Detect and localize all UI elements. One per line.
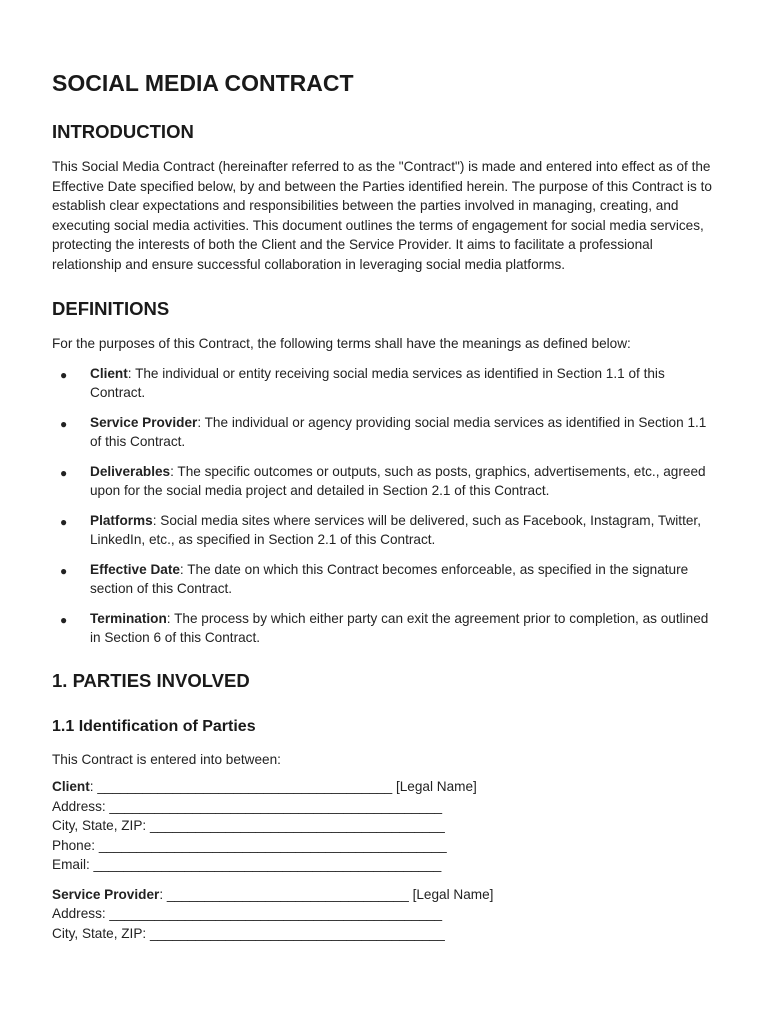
provider-name-line — [52, 885, 718, 905]
bullet-icon: ● — [60, 612, 68, 627]
client-label: Client — [52, 779, 90, 794]
section1-1-heading: 1.1 Identification of Parties — [52, 717, 256, 735]
bullet-icon: ● — [60, 367, 68, 382]
definition-text: : The individual or agency providing social media services as identified in Section 1.1 of this Contract. — [90, 414, 707, 449]
client-name-field: : _______________________________________ [Legal Name] — [89, 779, 477, 794]
provider-city-line: City, State, ZIP: _______________________________________ — [52, 925, 445, 941]
definition-term: Deliverables — [90, 463, 171, 479]
provider-name-field: : ________________________________ [Legal Name] — [159, 886, 494, 902]
bullet-icon: ● — [60, 465, 68, 480]
bullet-icon: ● — [60, 416, 68, 431]
definition-term: Client — [90, 365, 128, 381]
provider-label: Service Provider — [52, 886, 160, 902]
definition-item — [52, 511, 718, 550]
definition-item — [52, 413, 718, 452]
client-name-line — [52, 777, 718, 797]
definition-text: : The specific outcomes or outputs, such as posts, graphics, advertisements, etc., agreed upon for the social media project and detailed in Section 2.1 of this Contract. — [90, 463, 706, 498]
definition-text: : The date on which this Contract becomes enforceable, as specified in the signature section of this Contract. — [90, 561, 689, 596]
definition-item — [52, 462, 718, 501]
client-phone-line: Phone: ______________________________________________ — [52, 837, 447, 853]
client-block — [52, 777, 718, 875]
client-address-line: Address: ____________________________________________ — [52, 798, 443, 814]
introduction-text: This Social Media Contract (hereinafter referred to as the "Contract") is made and entered into effect as of the Effective Date specified below, by and between the Parties identified herein. The purpose of this Contract is to establish clear expectations and responsibilities between the parties involved in managing, creating, and executing social media activities. This document outlines the terms of engagement for social media services, protecting the interests of both the Client and the Service Provider. It aims to facilitate a professional relationship and ensure successful collaboration in leveraging social media platforms. — [52, 159, 712, 272]
provider-address-line: Address: ____________________________________________ — [52, 906, 443, 921]
definition-term: Effective Date — [90, 561, 180, 577]
client-city-line: City, State, ZIP: _______________________________________ — [52, 818, 445, 833]
definitions-heading: DEFINITIONS — [52, 298, 170, 319]
definitions-list — [52, 364, 718, 648]
definition-term: Service Provider — [90, 414, 198, 430]
bullet-icon: ● — [60, 514, 68, 529]
definition-text: : The process by which either party can exit the agreement prior to completion, as outlined in Section 6 of this Contract. — [90, 610, 709, 645]
definition-text: : Social media sites where services will be delivered, such as Facebook, Instagram, Twitter, LinkedIn, etc., as specified in Section 2.1 of this Contract. — [90, 512, 701, 547]
definition-item — [52, 609, 718, 648]
document-title: SOCIAL MEDIA CONTRACT — [52, 70, 354, 96]
entered-into-text: This Contract is entered into between: — [52, 751, 281, 767]
introduction-heading: INTRODUCTION — [52, 121, 194, 142]
definition-item — [52, 560, 718, 599]
definition-item — [52, 364, 718, 403]
service-provider-block — [52, 885, 718, 944]
definitions-intro: For the purposes of this Contract, the following terms shall have the meanings as defined below: — [52, 336, 631, 351]
client-email-line: Email: ______________________________________________ — [52, 857, 442, 872]
definition-text: : The individual or entity receiving social media services as identified in Section 1.1 of this Contract. — [90, 365, 665, 400]
definition-term: Platforms — [90, 512, 153, 528]
section1-heading: 1. PARTIES INVOLVED — [52, 669, 250, 691]
definition-term: Termination — [90, 610, 167, 626]
bullet-icon: ● — [60, 563, 68, 578]
